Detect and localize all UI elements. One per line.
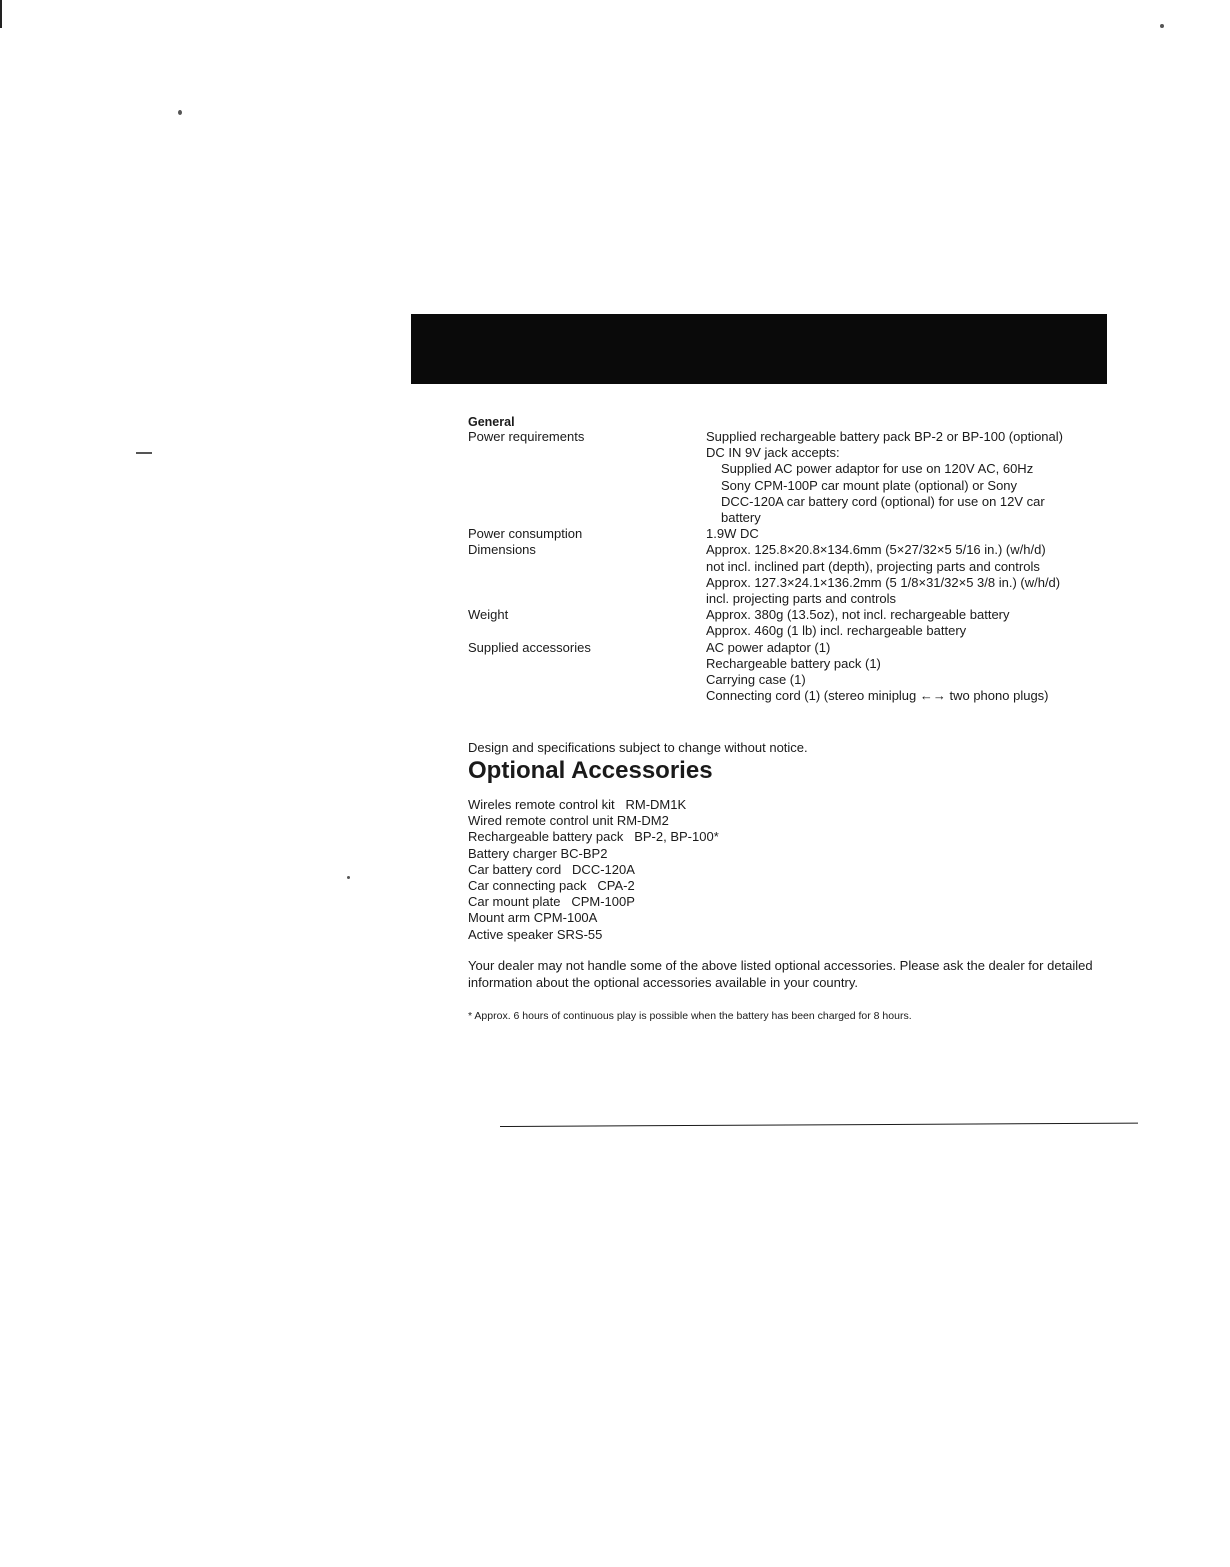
spec-value-line: Connecting cord (1) (stereo miniplug ←→ two phono plugs): [706, 688, 1049, 704]
footnote: * Approx. 6 hours of continuous play is possible when the battery has been charged for 8 hours.: [468, 1010, 912, 1022]
optional-accessory-item: Wired remote control unit RM-DM2: [468, 813, 669, 829]
optional-accessory-item: Car mount plate CPM-100P: [468, 894, 635, 910]
spec-value-line: incl. projecting parts and controls: [706, 591, 897, 607]
spec-row: [468, 640, 1108, 705]
spec-values: [706, 640, 1108, 705]
spec-value-line: Supplied AC power adaptor for use on 120V AC, 60Hz: [721, 461, 1034, 477]
optional-accessory-item: Mount arm CPM-100A: [468, 910, 598, 926]
scan-speck: [347, 876, 350, 879]
optional-accessory-item: Wireles remote control kit RM-DM1K: [468, 797, 687, 812]
spec-value-line: not incl. inclined part (depth), projecting parts and controls: [706, 558, 1040, 574]
spec-row: [468, 607, 1108, 639]
spec-value-line: Rechargeable battery pack (1): [706, 655, 881, 671]
spec-value-line: Approx. 380g (13.5oz), not incl. rechargeable battery: [706, 607, 1010, 623]
spec-values: [706, 607, 1108, 639]
scan-speck: [1160, 24, 1164, 28]
spec-row: [468, 542, 1108, 607]
spec-values: [706, 429, 1108, 526]
spec-value-line: Approx. 460g (1 lb) incl. rechargeable battery: [706, 623, 967, 639]
scan-edge-mark: [0, 0, 2, 28]
spec-value-line: Approx. 125.8×20.8×134.6mm (5×27/32×5 5/16 in.) (w/h/d): [706, 542, 1046, 558]
spec-label: Power consumption: [468, 526, 583, 542]
spec-label: Power requirements: [468, 429, 585, 444]
spec-value-line: battery: [721, 510, 761, 526]
spec-label: Weight: [468, 607, 509, 623]
general-heading: General: [468, 415, 515, 429]
optional-accessory-item: Rechargeable battery pack BP-2, BP-100*: [468, 829, 719, 845]
spec-row: [468, 526, 1108, 542]
design-note: Design and specifications subject to change without notice.: [468, 740, 808, 755]
spec-values: [706, 542, 1108, 607]
dealer-note: Your dealer may not handle some of the above listed optional accessories. Please ask the dealer for detailed information about the optional accessories available in your country.: [468, 958, 1093, 990]
spec-label: Dimensions: [468, 542, 536, 558]
header-black-bar: [411, 314, 1107, 384]
bottom-rule: [500, 1123, 1138, 1127]
spec-row: [468, 429, 1108, 526]
optional-accessory-item: Car connecting pack CPA-2: [468, 878, 635, 894]
spec-values: [706, 526, 1108, 542]
optional-accessories-list: [468, 797, 719, 943]
optional-accessories-title: Optional Accessories: [468, 757, 713, 784]
spec-value-line: AC power adaptor (1): [706, 639, 831, 655]
spec-value-line: DC IN 9V jack accepts:: [706, 445, 840, 461]
spec-label: Supplied accessories: [468, 639, 591, 655]
optional-accessory-item: Active speaker SRS-55: [468, 926, 603, 942]
optional-accessory-item: Car battery cord DCC-120A: [468, 861, 635, 877]
spec-value-line: 1.9W DC: [706, 526, 759, 542]
spec-table: [468, 429, 1108, 704]
scan-speck: [136, 452, 152, 454]
spec-value-line: Approx. 127.3×24.1×136.2mm (5 1/8×31/32×5 3/8 in.) (w/h/d): [706, 574, 1061, 590]
spec-value-line: Sony CPM-100P car mount plate (optional) or Sony: [721, 477, 1018, 493]
spec-value-line: Carrying case (1): [706, 672, 806, 688]
spec-value-line: Supplied rechargeable battery pack BP-2 or BP-100 (optional): [706, 429, 1063, 444]
optional-accessory-item: Battery charger BC-BP2: [468, 845, 608, 861]
scan-speck: [178, 110, 182, 115]
spec-value-line: DCC-120A car battery cord (optional) for use on 12V car: [721, 493, 1045, 509]
